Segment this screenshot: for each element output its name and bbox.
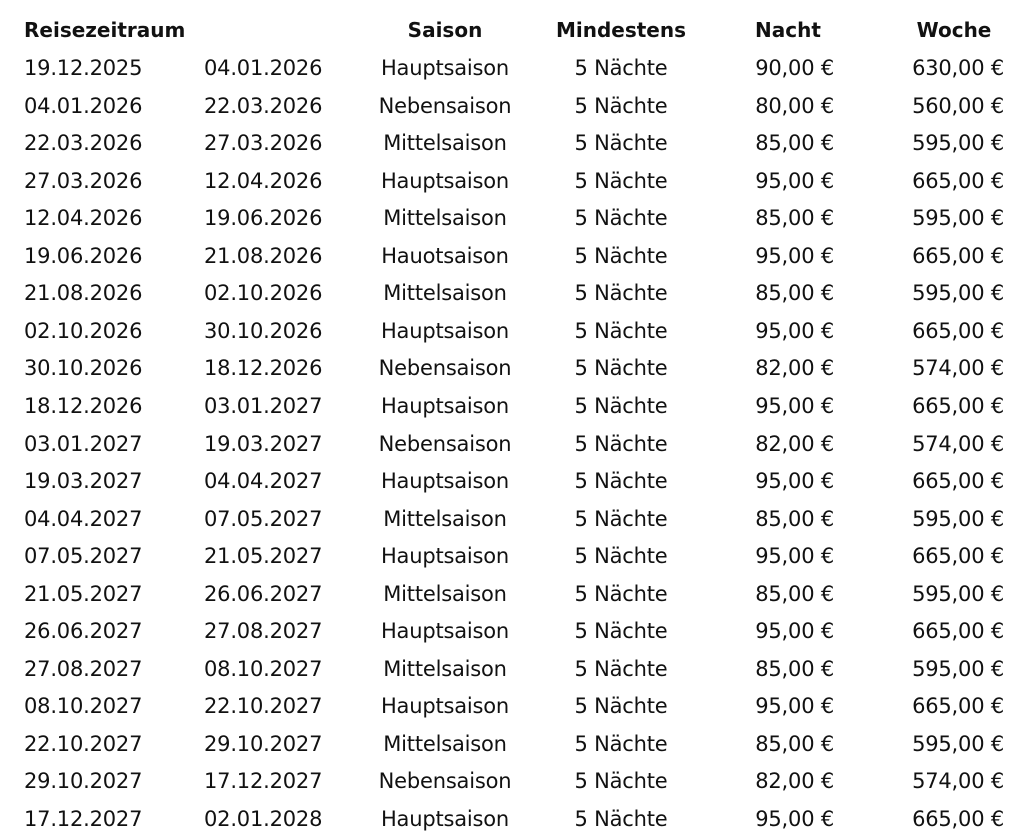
cell-week-price: 665,00 € [912,393,1004,418]
cell-night-price: 95,00 € [755,694,834,719]
cell-date-to: 26.06.2027 [204,581,323,606]
cell-season: Nebensaison [378,93,512,118]
cell-date-to: 29.10.2027 [204,731,323,756]
cell-season: Hauptsaison [380,694,510,719]
cell-date-from: 26.06.2027 [24,619,143,644]
cell-week-price: 595,00 € [912,281,1004,306]
cell-minimum: 5 Nächte [574,506,668,531]
cell-minimum: 5 Nächte [574,206,668,231]
cell-week-price: 665,00 € [912,168,1004,193]
cell-date-from: 19.03.2027 [24,469,143,494]
cell-night-price: 95,00 € [755,393,834,418]
cell-week-price: 665,00 € [912,544,1004,569]
table-row [0,576,1024,613]
cell-date-from: 18.12.2026 [24,393,143,418]
table-row [0,726,1024,763]
cell-night-price: 95,00 € [755,469,834,494]
cell-night-price: 95,00 € [755,318,834,343]
cell-date-from: 30.10.2026 [24,356,143,381]
table-row [0,125,1024,162]
cell-minimum: 5 Nächte [574,544,668,569]
cell-night-price: 85,00 € [755,506,834,531]
cell-night-price: 95,00 € [755,168,834,193]
table-row [0,163,1024,200]
cell-date-to: 21.08.2026 [204,243,323,268]
cell-season: Mittelsaison [383,731,507,756]
cell-season: Hauptsaison [380,168,510,193]
cell-night-price: 95,00 € [755,544,834,569]
table-row [0,50,1024,87]
cell-minimum: 5 Nächte [574,807,668,831]
cell-date-to: 22.10.2027 [204,694,323,719]
cell-season: Hauptsaison [380,469,510,494]
cell-night-price: 80,00 € [755,93,834,118]
cell-date-from: 03.01.2027 [24,431,143,456]
cell-date-from: 21.08.2026 [24,281,143,306]
cell-date-to: 08.10.2027 [204,656,323,681]
cell-night-price: 82,00 € [755,431,834,456]
table-row [0,688,1024,725]
cell-night-price: 82,00 € [755,769,834,794]
cell-season: Hauptsaison [380,544,510,569]
cell-week-price: 665,00 € [912,243,1004,268]
cell-night-price: 95,00 € [755,243,834,268]
cell-week-price: 574,00 € [912,431,1004,456]
table-row [0,801,1024,838]
cell-week-price: 630,00 € [912,56,1004,80]
cell-week-price: 665,00 € [912,469,1004,494]
header-season: Saison [407,18,483,42]
cell-week-price: 574,00 € [912,356,1004,381]
cell-date-to: 27.03.2026 [204,131,323,156]
table-row [0,275,1024,312]
cell-minimum: 5 Nächte [574,431,668,456]
cell-season: Mittelsaison [383,506,507,531]
cell-minimum: 5 Nächte [574,131,668,156]
cell-night-price: 85,00 € [755,656,834,681]
cell-date-to: 04.04.2027 [204,469,323,494]
cell-night-price: 85,00 € [755,281,834,306]
cell-season: Nebensaison [378,769,512,794]
cell-season: Mittelsaison [383,206,507,231]
cell-season: Hauptsaison [380,619,510,644]
cell-week-price: 560,00 € [912,93,1004,118]
cell-date-from: 22.03.2026 [24,131,143,156]
cell-week-price: 595,00 € [912,581,1004,606]
cell-date-from: 08.10.2027 [24,694,143,719]
cell-date-from: 22.10.2027 [24,731,143,756]
cell-date-from: 21.05.2027 [24,581,143,606]
cell-date-from: 19.12.2025 [24,56,143,80]
cell-week-price: 595,00 € [912,506,1004,531]
cell-night-price: 95,00 € [755,807,834,831]
cell-night-price: 85,00 € [755,581,834,606]
header-night: Nacht [755,18,821,42]
cell-season: Mittelsaison [383,581,507,606]
cell-date-from: 04.04.2027 [24,506,143,531]
cell-week-price: 665,00 € [912,807,1004,831]
cell-date-from: 27.03.2026 [24,168,143,193]
cell-season: Hauptsaison [380,318,510,343]
cell-minimum: 5 Nächte [574,694,668,719]
header-week: Woche [916,18,992,42]
table-row [0,501,1024,538]
table-row [0,88,1024,125]
cell-minimum: 5 Nächte [574,731,668,756]
table-row [0,426,1024,463]
table-row [0,313,1024,350]
cell-date-to: 21.05.2027 [204,544,323,569]
cell-date-to: 02.01.2028 [204,807,323,831]
cell-season: Mittelsaison [383,131,507,156]
cell-season: Nebensaison [378,356,512,381]
cell-date-from: 17.12.2027 [24,807,143,831]
cell-date-to: 02.10.2026 [204,281,323,306]
cell-season: Hauptsaison [380,393,510,418]
cell-minimum: 5 Nächte [574,243,668,268]
cell-week-price: 574,00 € [912,769,1004,794]
cell-date-to: 04.01.2026 [204,56,323,80]
cell-week-price: 595,00 € [912,656,1004,681]
cell-date-from: 27.08.2027 [24,656,143,681]
cell-week-price: 665,00 € [912,318,1004,343]
cell-season: Mittelsaison [383,281,507,306]
cell-season: Hauotsaison [381,243,509,268]
cell-minimum: 5 Nächte [574,318,668,343]
cell-date-from: 12.04.2026 [24,206,143,231]
cell-minimum: 5 Nächte [574,469,668,494]
cell-minimum: 5 Nächte [574,656,668,681]
cell-minimum: 5 Nächte [574,393,668,418]
cell-minimum: 5 Nächte [574,619,668,644]
cell-week-price: 595,00 € [912,731,1004,756]
cell-minimum: 5 Nächte [574,168,668,193]
cell-date-from: 29.10.2027 [24,769,143,794]
cell-date-to: 30.10.2026 [204,318,323,343]
cell-date-from: 19.06.2026 [24,243,143,268]
header-period: Reisezeitraum [24,18,186,42]
cell-date-to: 12.04.2026 [204,168,323,193]
table-row [0,763,1024,800]
cell-night-price: 85,00 € [755,131,834,156]
header-minimum: Mindestens [555,18,687,42]
cell-date-to: 19.03.2027 [204,431,323,456]
cell-date-from: 02.10.2026 [24,318,143,343]
cell-minimum: 5 Nächte [574,93,668,118]
cell-minimum: 5 Nächte [574,281,668,306]
cell-date-from: 04.01.2026 [24,93,143,118]
table-row [0,238,1024,275]
table-header [0,12,1024,49]
cell-date-to: 07.05.2027 [204,506,323,531]
cell-night-price: 82,00 € [755,356,834,381]
table-row [0,463,1024,500]
cell-week-price: 595,00 € [912,131,1004,156]
table-row [0,538,1024,575]
cell-night-price: 85,00 € [755,206,834,231]
cell-season: Hauptsaison [380,807,510,831]
cell-date-to: 17.12.2027 [204,769,323,794]
table-row [0,613,1024,650]
table-row [0,350,1024,387]
cell-night-price: 95,00 € [755,619,834,644]
cell-week-price: 665,00 € [912,694,1004,719]
cell-minimum: 5 Nächte [574,769,668,794]
cell-season: Nebensaison [378,431,512,456]
table-row [0,200,1024,237]
cell-minimum: 5 Nächte [574,581,668,606]
cell-season: Hauptsaison [380,56,510,80]
cell-night-price: 90,00 € [755,56,834,80]
cell-minimum: 5 Nächte [574,356,668,381]
cell-date-to: 27.08.2027 [204,619,323,644]
cell-date-to: 18.12.2026 [204,356,323,381]
cell-date-to: 19.06.2026 [204,206,323,231]
cell-week-price: 665,00 € [912,619,1004,644]
cell-season: Mittelsaison [383,656,507,681]
cell-week-price: 595,00 € [912,206,1004,231]
table-row [0,651,1024,688]
cell-date-from: 07.05.2027 [24,544,143,569]
cell-date-to: 22.03.2026 [204,93,323,118]
table-row [0,388,1024,425]
cell-night-price: 85,00 € [755,731,834,756]
cell-date-to: 03.01.2027 [204,393,323,418]
cell-minimum: 5 Nächte [574,56,668,80]
